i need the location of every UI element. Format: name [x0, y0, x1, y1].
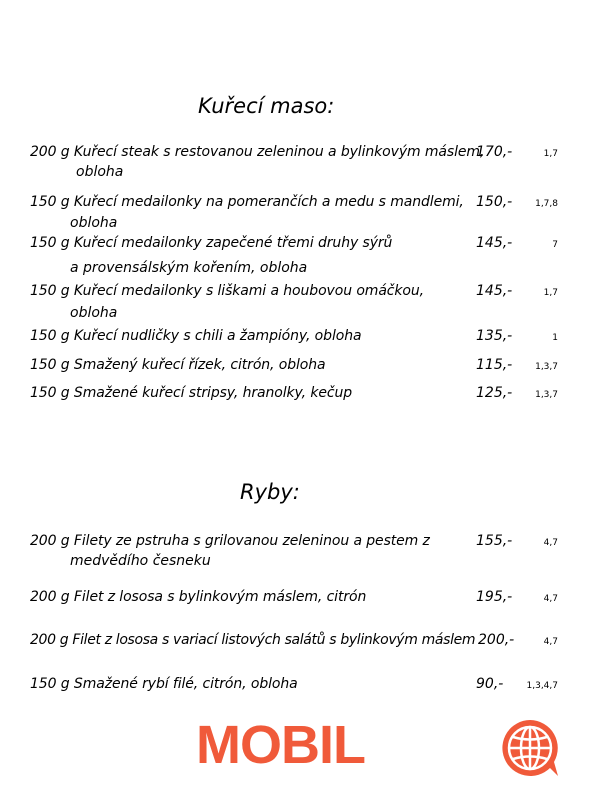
item-price: 170,-: [476, 144, 513, 160]
item-allergens: 1,7: [543, 288, 558, 298]
item-allergens: 1: [552, 333, 558, 343]
item-allergens: 1,3,7: [535, 390, 558, 400]
menu-item: [0, 589, 604, 609]
section-title-chicken: Kuřecí maso:: [198, 94, 335, 118]
item-continuation: obloha: [70, 215, 118, 231]
item-price: 145,-: [476, 283, 513, 299]
menu-item: [0, 357, 604, 377]
menu-item: [0, 283, 604, 303]
item-price: 155,-: [476, 533, 513, 549]
item-price: 145,-: [476, 235, 513, 251]
item-text: 150 g Kuřecí medailonky na pomerančích a medu s mandlemi,: [30, 194, 464, 210]
item-continuation: medvědího česneku: [70, 553, 211, 569]
section-title-fish: Ryby:: [240, 480, 300, 504]
item-price: 115,-: [476, 357, 513, 373]
item-price: 125,-: [476, 385, 513, 401]
item-allergens: 1,7,8: [535, 199, 558, 209]
menu-item: [0, 194, 604, 214]
menu-item: [0, 533, 604, 553]
menu-item: [0, 632, 604, 652]
item-text: 200 g Filety ze pstruha s grilovanou zeleninou a pestem z: [30, 533, 430, 549]
item-price: 135,-: [476, 328, 513, 344]
globe-speech-bubble-icon: [498, 716, 562, 780]
item-allergens: 1,7: [543, 149, 558, 159]
item-allergens: 7: [552, 240, 558, 250]
item-text: 200 g Kuřecí steak s restovanou zeleninou a bylinkovým máslem,: [30, 144, 485, 160]
menu-item: [0, 676, 604, 696]
item-price: 200,-: [478, 632, 515, 648]
item-text: 150 g Smažené rybí filé, citrón, obloha: [30, 676, 298, 692]
item-allergens: 4,7: [543, 538, 558, 548]
item-text: 200 g Filet z lososa s bylinkovým máslem, citrón: [30, 589, 367, 605]
item-price: 90,-: [476, 676, 504, 692]
item-text: 150 g Smažené kuřecí stripsy, hranolky, kečup: [30, 385, 353, 401]
item-allergens: 4,7: [543, 594, 558, 604]
item-text: 150 g Smažený kuřecí řízek, citrón, obloha: [30, 357, 326, 373]
menu-item: [0, 328, 604, 348]
item-allergens: 4,7: [543, 637, 558, 647]
item-continuation: obloha: [76, 164, 124, 180]
menu-item: [0, 144, 604, 164]
item-text: 200 g Filet z lososa s variací listových salátů s bylinkovým máslem: [30, 632, 476, 648]
item-continuation: obloha: [70, 305, 118, 321]
item-price: 195,-: [476, 589, 513, 605]
item-allergens: 1,3,4,7: [526, 681, 558, 691]
menu-item: [0, 385, 604, 405]
mobil-logo: MOBIL: [196, 715, 365, 775]
item-price: 150,-: [476, 194, 513, 210]
item-allergens: 1,3,7: [535, 362, 558, 372]
menu-item: [0, 235, 604, 255]
item-text: 150 g Kuřecí nudličky s chili a žampióny, obloha: [30, 328, 362, 344]
item-text: 150 g Kuřecí medailonky zapečené třemi druhy sýrů: [30, 235, 393, 251]
item-continuation: a provensálským kořením, obloha: [70, 260, 308, 276]
item-text: 150 g Kuřecí medailonky s liškami a houbovou omáčkou,: [30, 283, 424, 299]
